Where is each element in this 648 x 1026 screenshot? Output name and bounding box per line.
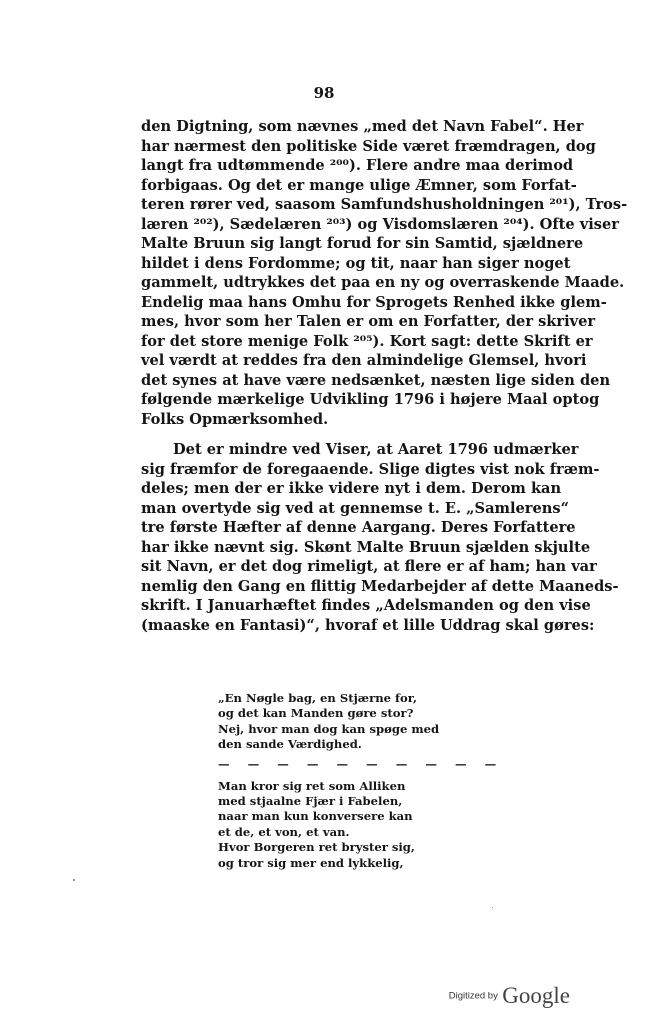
paragraph-2 (141, 440, 619, 635)
poem-line: og det kan Manden gøre stor? (218, 706, 414, 721)
poem-line: den sande Værdighed. (218, 737, 362, 752)
paragraph-gap (141, 429, 557, 440)
text-line: har nærmest den politiske Side været fræmdragen, dog (141, 137, 596, 155)
poem-excerpt (218, 691, 518, 871)
text-line: det synes at have være nedsænket, næsten lige siden den (141, 371, 611, 389)
text-line: deles; men der er ikke videre nyt i dem. Derom kan (141, 480, 562, 497)
text-line: nemlig den Gang en flittig Medarbejder af dette Maaneds- (141, 577, 619, 595)
poem-line: et de, et von, et van. (218, 824, 350, 839)
page-number: 98 (313, 84, 335, 102)
body-text (141, 117, 628, 635)
text-line: har ikke nævnt sig. Skønt Malte Bruun sjælden skjulte (141, 538, 591, 556)
text-line: læren ²⁰²), Sædelæren ²⁰³) og Visdomslæren ²⁰⁴). Ofte viser (141, 215, 619, 233)
text-line: følgende mærkelige Udvikling 1796 i højere Maal optog (141, 391, 600, 408)
text-line: sig fræmfor de foregaaende. Slige digtes vist nok fræm- (141, 460, 600, 478)
poem-line: Hvor Borgeren ret bryster sig, (218, 840, 415, 855)
poem-line: og tror sig mer end lykkelig, (218, 855, 404, 870)
text-line: skrift. I Januarhæftet findes „Adelsmanden og den vise (141, 597, 591, 614)
text-line: for det store menige Folk ²⁰⁵). Kort sagt: dette Skrift er (141, 332, 593, 350)
poem-line: Man kror sig ret som Alliken (218, 778, 406, 793)
text-line: forbigaas. Og det er mange ulige Æmner, som Forfat- (141, 176, 577, 194)
scan-speck (73, 879, 75, 881)
text-line: (maaske en Fantasi)“, hvoraf et lille Uddrag skal gøres: (141, 616, 595, 634)
text-line: langt fra udtømmende ²⁰⁰). Flere andre maa derimod (141, 157, 574, 174)
text-line: Malte Bruun sig langt forud for sin Samtid, sjældnere (141, 235, 584, 252)
poem-line: naar man kun konversere kan (218, 809, 413, 824)
scan-speck (492, 907, 493, 908)
text-line: mes, hvor som her Talen er om en Forfatter, der skriver (141, 313, 596, 330)
digitized-label: Digitized by (448, 990, 498, 1002)
text-line: Det er mindre ved Viser, at Aaret 1796 udmærker (173, 441, 579, 458)
text-line: den Digtning, som nævnes „med det Navn Fabel“. Her (141, 118, 584, 135)
text-line: Folks Opmærksomhed. (141, 410, 329, 428)
text-line: gammelt, udtrykkes det paa en ny og overraskende Maade. (141, 274, 625, 291)
paragraph-1 (141, 117, 628, 429)
poem-line: „En Nøgle bag, en Stjærne for, (218, 691, 418, 705)
google-logo: Google (502, 983, 570, 1008)
omission-dashes: — — — — — — — — — — (218, 756, 504, 771)
poem-line: med stjaalne Fjær i Fabelen, (218, 794, 403, 809)
text-line: vel værdt at reddes fra den almindelige Glemsel, hvori (141, 352, 587, 369)
digitized-by-google-watermark (449, 983, 570, 1009)
text-line: man overtyde sig ved at gennemse t. E. „Samlerens“ (141, 499, 570, 517)
text-line: teren rører ved, saasom Samfundshusholdningen ²⁰¹), Tros- (141, 196, 628, 213)
poem-line: Nej, hvor man dog kan spøge med (218, 721, 440, 736)
text-line: Endelig maa hans Omhu for Sprogets Renhed ikke glem- (141, 293, 607, 311)
text-line: hildet i dens Fordomme; og tit, naar han siger noget (141, 254, 571, 272)
text-line: sit Navn, er det dog rimeligt, at flere er af ham; han var (141, 558, 597, 575)
text-line: tre første Hæfter af denne Aargang. Deres Forfattere (141, 519, 576, 536)
